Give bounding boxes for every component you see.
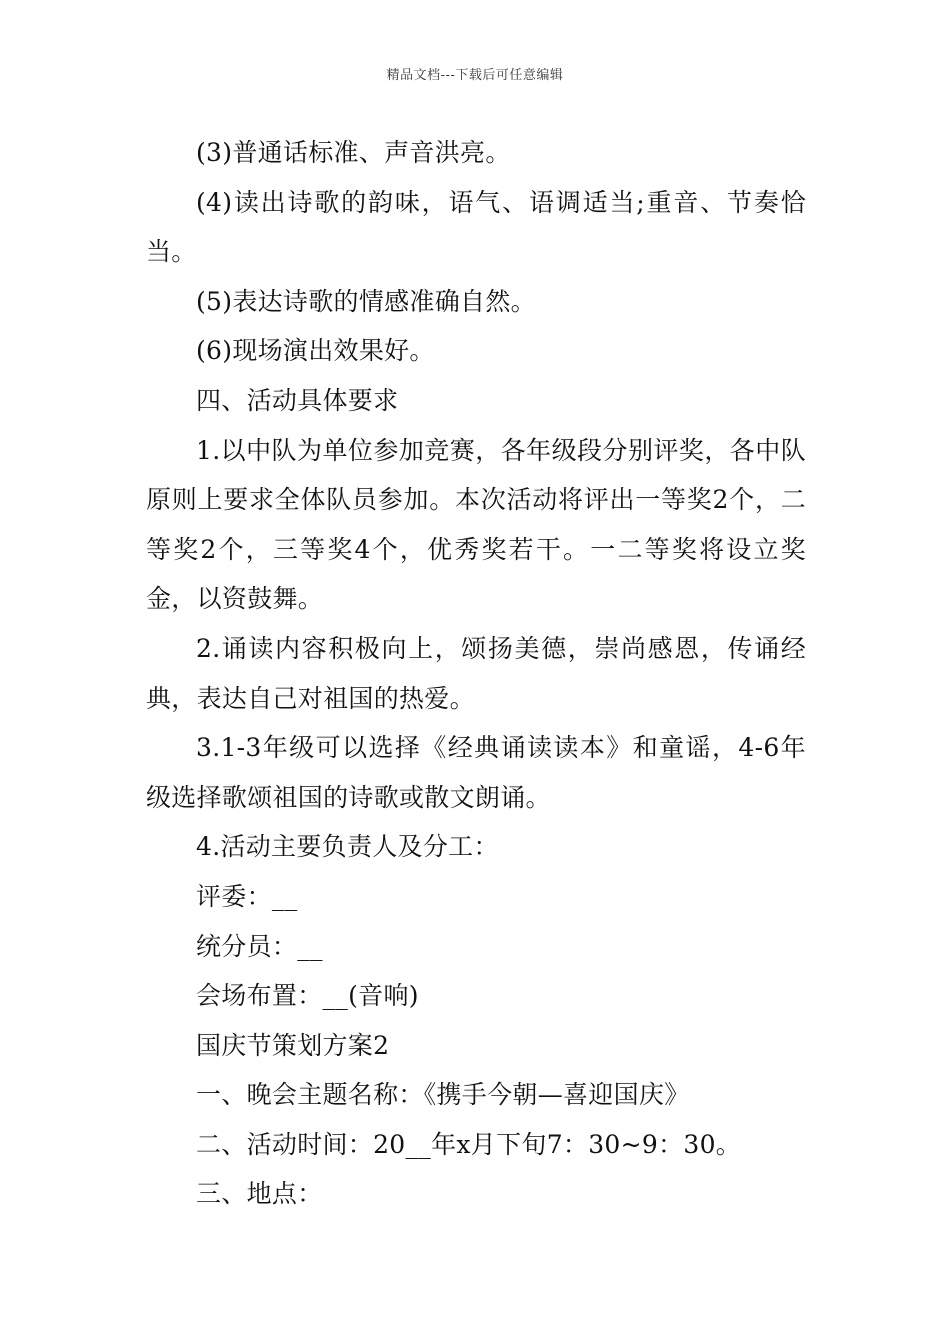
paragraph-venue-setup: 会场布置：__(音响) xyxy=(196,981,419,1011)
paragraph-criterion-3: (3)普通话标准、声音洪亮。 xyxy=(196,138,511,167)
paragraph-time: 二、活动时间：20__年x月下旬7：30~9：30。 xyxy=(196,1129,742,1159)
paragraph-scorer: 统分员：__ xyxy=(196,931,323,961)
paragraph-requirement-3: 3.1-3年级可以选择《经典诵读读本》和童谣，4-6年级选择歌颂祖国的诗歌或散文朗诵。 xyxy=(146,733,806,812)
section-heading-requirements: 四、活动具体要求 xyxy=(196,385,399,415)
document-body xyxy=(146,128,806,1219)
page-header: 精品文档---下载后可任意编辑 xyxy=(386,68,564,83)
section-title-plan-2: 国庆节策划方案2 xyxy=(196,1030,390,1060)
paragraph-requirement-4: 4.活动主要负责人及分工： xyxy=(196,832,499,862)
paragraph-judges: 评委：__ xyxy=(196,881,298,911)
paragraph-requirement-2: 2.诵读内容积极向上，颂扬美德，崇尚感恩，传诵经典，表达自己对祖国的热爱。 xyxy=(146,633,806,713)
paragraph-requirement-1: 1.以中队为单位参加竞赛，各年级段分别评奖，各中队原则上要求全体队员参加。本次活动将评出一等奖2个，二等奖2个，三等奖4个，优秀奖若干。一二等奖将设立奖金，以资鼓舞。 xyxy=(146,435,806,614)
paragraph-criterion-5: (5)表达诗歌的情感准确自然。 xyxy=(196,286,536,316)
paragraph-criterion-4: (4)读出诗歌的韵味，语气、语调适当;重音、节奏恰当。 xyxy=(146,187,806,267)
paragraph-theme: 一、晚会主题名称：《携手今朝—喜迎国庆》 xyxy=(196,1080,690,1110)
paragraph-location: 三、地点： xyxy=(196,1179,323,1209)
paragraph-criterion-6: (6)现场演出效果好。 xyxy=(196,336,435,366)
